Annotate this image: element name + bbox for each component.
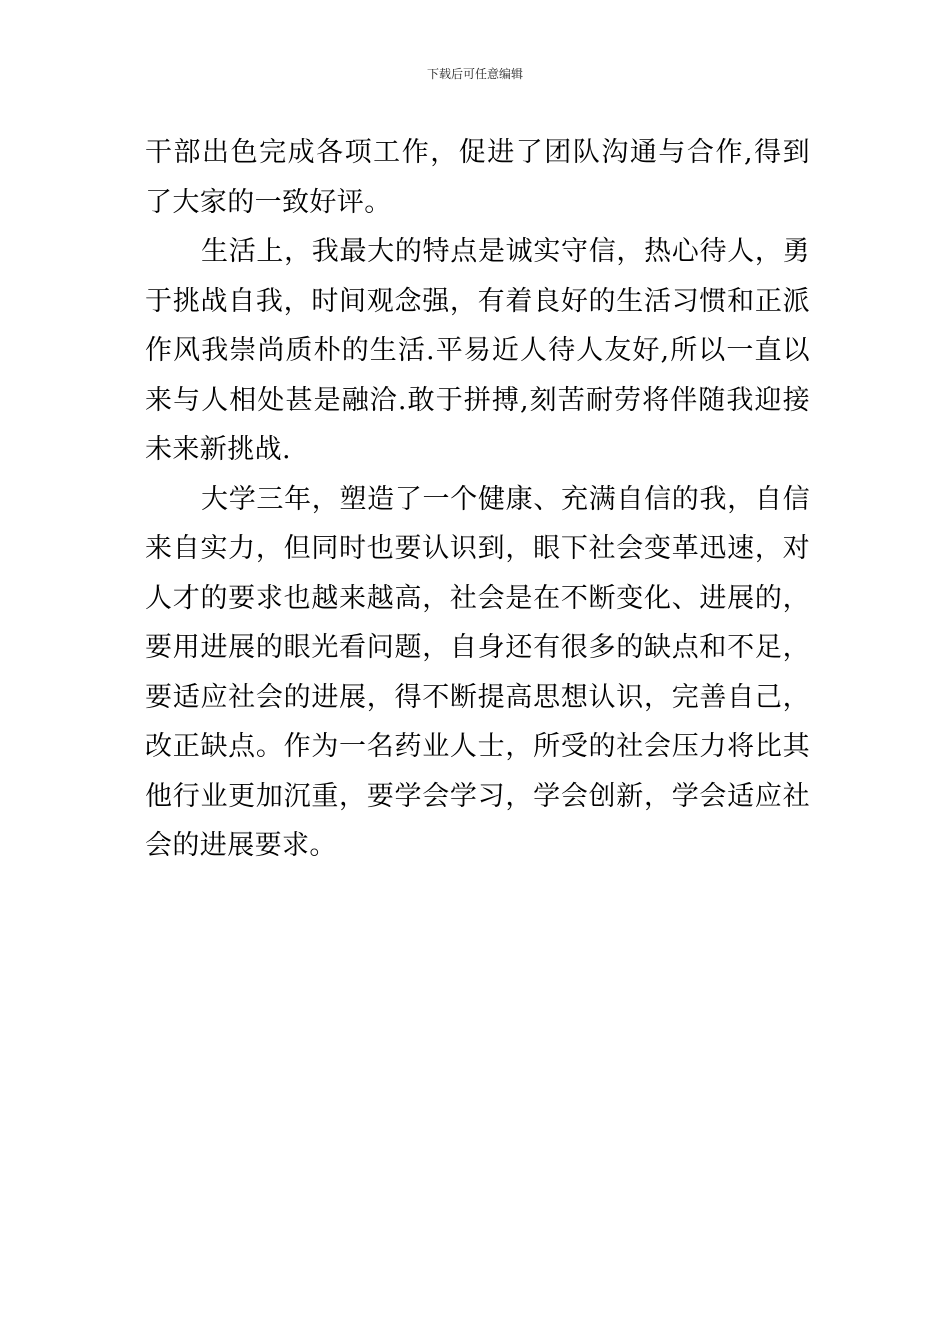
paragraph-1: 干部出色完成各项工作，促进了团队沟通与合作,得到了大家的一致好评。 <box>145 137 810 218</box>
paragraph-3: 大学三年，塑造了一个健康、充满自信的我，自信来自实力，但同时也要认识到，眼下社会变革迅速，对人才的要求也越来越高，社会是在不断变化、进展的，要用进展的眼光看问题，自身还有很多的缺点和不足，要适应社会的进展，得不断提高思想认识，完善自己，改正缺点。作为一名药业人士，所受的社会压力将比其他行业更加沉重，要学会学习，学会创新，学会适应社会的进展要求。 <box>145 483 810 861</box>
header-note: 下载后可任意编辑 <box>426 67 523 81</box>
document-body <box>145 128 810 871</box>
paragraph-2: 生活上，我最大的特点是诚实守信，热心待人，勇于挑战自我，时间观念强，有着良好的生活习惯和正派作风我崇尚质朴的生活.平易近人待人友好,所以一直以来与人相处甚是融洽.敢于拼搏,刻苦耐劳将伴随我迎接未来新挑战. <box>145 236 810 465</box>
